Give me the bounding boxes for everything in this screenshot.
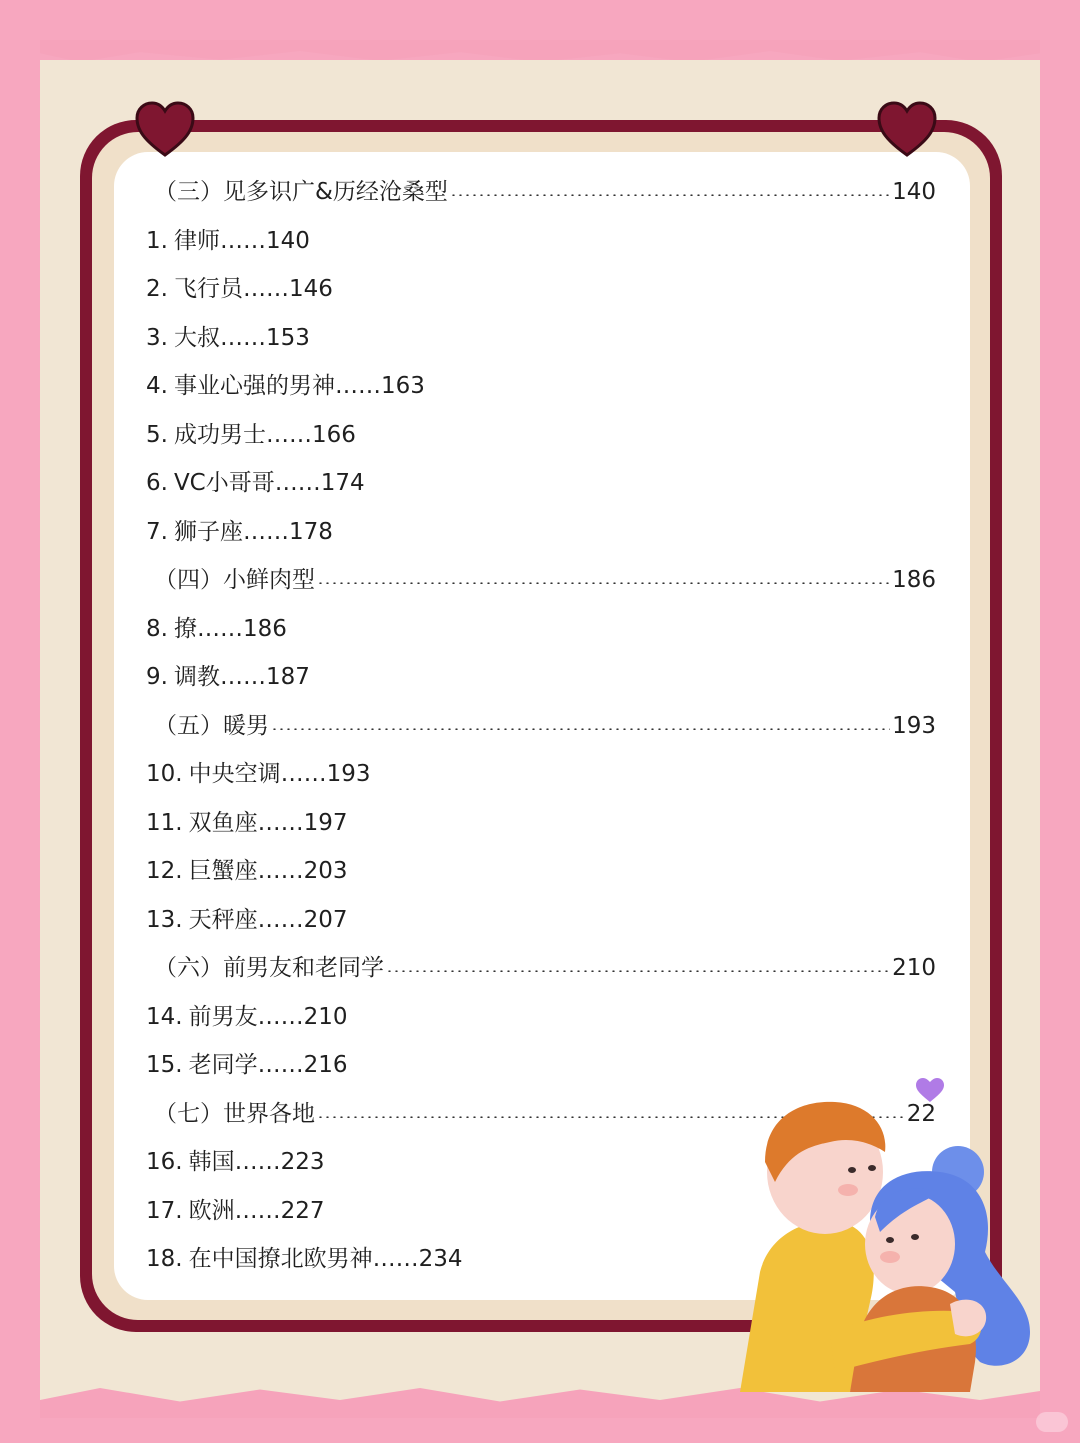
toc-section-row xyxy=(146,556,936,605)
item-title: 天秤座 xyxy=(188,906,258,933)
toc-section-row xyxy=(146,168,936,217)
item-dots: …… xyxy=(242,276,289,302)
page-number: 210 xyxy=(892,955,936,981)
item-number: 11. xyxy=(146,809,183,836)
page-number: 146 xyxy=(288,276,333,302)
page-number: 223 xyxy=(280,1149,325,1175)
item-title: VC小哥哥 xyxy=(173,470,275,496)
item-number: 14. xyxy=(146,1003,183,1030)
page-number: 197 xyxy=(303,809,348,836)
toc-item-row xyxy=(146,896,936,945)
page-number: 203 xyxy=(303,858,348,884)
dot-leader xyxy=(386,970,890,972)
item-number: 17. xyxy=(146,1197,183,1224)
page-number: 210 xyxy=(303,1003,348,1030)
toc-item-row xyxy=(146,847,936,896)
page-number: 178 xyxy=(288,518,333,545)
item-number: 16. xyxy=(146,1149,183,1175)
page-number: 163 xyxy=(380,373,425,399)
toc-item-row xyxy=(146,459,936,508)
section-title: （七）世界各地 xyxy=(154,1100,315,1127)
item-number: 2. xyxy=(146,276,168,302)
toc-section-row xyxy=(146,702,936,751)
item-number: 5. xyxy=(146,421,168,448)
page-number: 153 xyxy=(265,324,310,351)
page-number: 140 xyxy=(265,227,310,254)
item-title: 前男友 xyxy=(188,1003,258,1030)
page-number: 187 xyxy=(265,664,310,690)
item-title: 撩 xyxy=(173,615,197,642)
dot-leader xyxy=(450,194,890,196)
toc-item-row xyxy=(146,653,936,702)
page-number: 193 xyxy=(892,712,936,739)
toc-item-row xyxy=(146,411,936,460)
item-dots: …… xyxy=(334,373,381,399)
toc-item-row xyxy=(146,508,936,557)
heart-icon xyxy=(876,100,938,158)
item-dots: …… xyxy=(257,906,304,933)
item-number: 7. xyxy=(146,518,168,545)
item-title: 飞行员 xyxy=(173,276,243,302)
item-title: 双鱼座 xyxy=(188,809,258,836)
item-dots: …… xyxy=(265,421,312,448)
item-number: 10. xyxy=(146,761,183,787)
torn-paper-top-edge xyxy=(40,40,1040,62)
item-title: 成功男士 xyxy=(173,421,266,448)
page-number: 140 xyxy=(892,179,936,205)
section-title: （五）暖男 xyxy=(154,712,269,739)
toc-item-row xyxy=(146,605,936,654)
toc-item-row xyxy=(146,362,936,411)
item-number: 13. xyxy=(146,906,183,933)
item-dots: …… xyxy=(234,1197,281,1224)
item-number: 15. xyxy=(146,1052,183,1078)
item-dots: …… xyxy=(257,1003,304,1030)
item-dots: …… xyxy=(372,1246,419,1272)
item-title: 律师 xyxy=(173,227,220,254)
item-dots: …… xyxy=(280,761,327,787)
item-number: 3. xyxy=(146,324,168,351)
item-number: 18. xyxy=(146,1246,183,1272)
page-number: 216 xyxy=(303,1052,348,1078)
page-number: 227 xyxy=(280,1197,325,1224)
item-number: 4. xyxy=(146,373,168,399)
page-number: 166 xyxy=(311,421,356,448)
hugging-couple-illustration xyxy=(730,1072,1060,1392)
page-number: 22 xyxy=(906,1100,936,1127)
item-dots: …… xyxy=(219,664,266,690)
item-title: 事业心强的男神 xyxy=(173,373,335,399)
item-title: 中央空调 xyxy=(188,761,281,787)
section-title: （三）见多识广&历经沧桑型 xyxy=(154,179,448,205)
toc-item-row xyxy=(146,314,936,363)
item-title: 在中国撩北欧男神 xyxy=(188,1246,373,1272)
page-number: 193 xyxy=(326,761,371,787)
item-dots: …… xyxy=(219,227,266,254)
item-dots: …… xyxy=(274,470,321,496)
section-title: （四）小鲜肉型 xyxy=(154,567,315,593)
item-title: 韩国 xyxy=(188,1149,235,1175)
toc-item-row xyxy=(146,993,936,1042)
page-number: 174 xyxy=(320,470,365,496)
watermark xyxy=(1036,1412,1068,1432)
item-dots: …… xyxy=(257,1052,304,1078)
item-title: 巨蟹座 xyxy=(188,858,258,884)
item-dots: …… xyxy=(196,615,243,642)
toc-item-row xyxy=(146,750,936,799)
item-number: 9. xyxy=(146,664,168,690)
purple-heart-icon xyxy=(916,1078,944,1102)
item-title: 狮子座 xyxy=(173,518,243,545)
item-dots: …… xyxy=(257,809,304,836)
item-title: 调教 xyxy=(173,664,220,690)
item-title: 大叔 xyxy=(173,324,220,351)
item-dots: …… xyxy=(257,858,304,884)
page-number: 186 xyxy=(892,567,936,593)
item-number: 8. xyxy=(146,615,168,642)
item-dots: …… xyxy=(219,324,266,351)
toc-item-row xyxy=(146,799,936,848)
toc-section-row xyxy=(146,944,936,993)
page-number: 207 xyxy=(303,906,348,933)
heart-icon xyxy=(134,100,196,158)
dot-leader xyxy=(317,582,890,584)
toc-item-row xyxy=(146,265,936,314)
item-title: 欧洲 xyxy=(188,1197,235,1224)
dot-leader xyxy=(271,728,890,730)
item-dots: …… xyxy=(242,518,289,545)
item-title: 老同学 xyxy=(188,1052,258,1078)
item-number: 6. xyxy=(146,470,168,496)
item-dots: …… xyxy=(234,1149,281,1175)
item-number: 12. xyxy=(146,858,183,884)
page-number: 186 xyxy=(242,615,287,642)
item-number: 1. xyxy=(146,227,168,254)
section-title: （六）前男友和老同学 xyxy=(154,955,384,981)
page-number: 234 xyxy=(418,1246,463,1272)
toc-item-row xyxy=(146,217,936,266)
